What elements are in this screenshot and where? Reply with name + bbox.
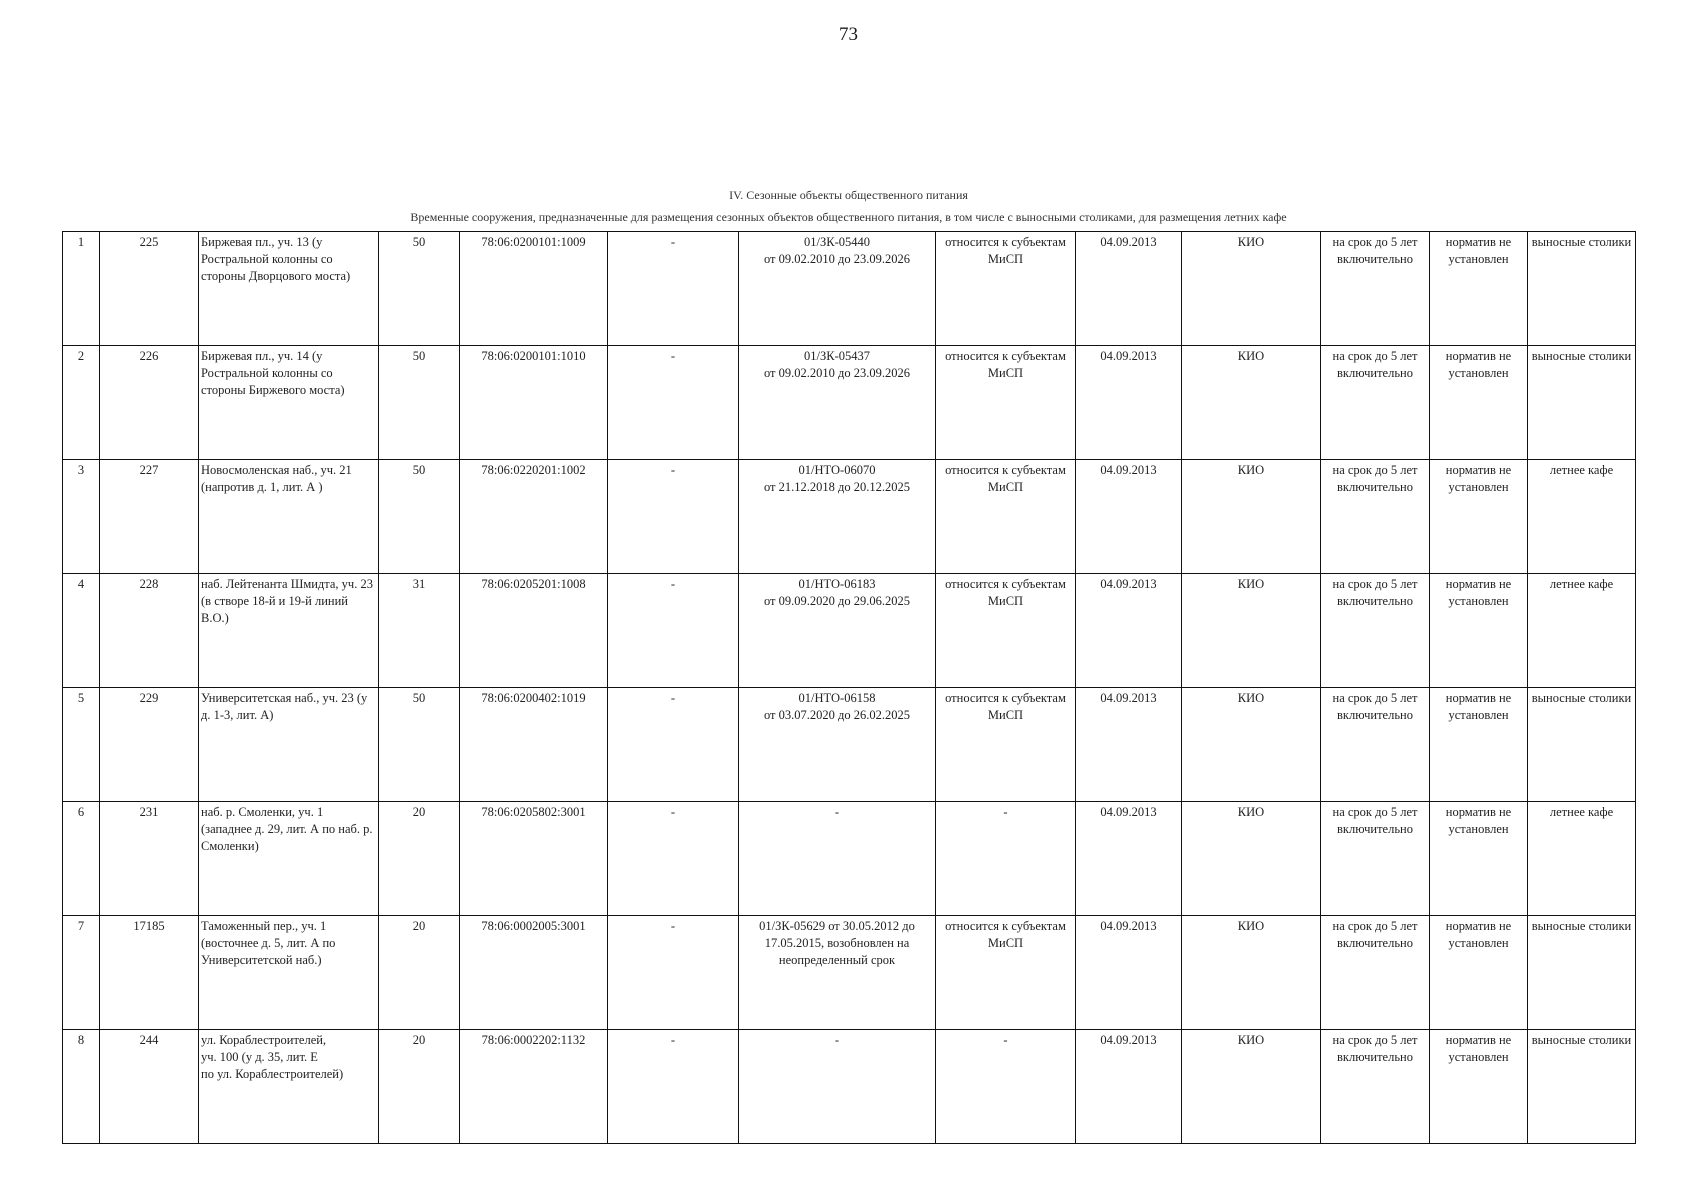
table-row — [63, 232, 1636, 346]
norm-cell: норматив не установлен — [1430, 574, 1528, 688]
term-cell: на срок до 5 лет включительно — [1321, 802, 1430, 916]
cadastral-number-cell: 78:06:0002202:1132 — [460, 1030, 608, 1144]
seasonal-objects-table — [62, 231, 1636, 1144]
table-row — [63, 574, 1636, 688]
table-row — [63, 916, 1636, 1030]
authority-cell: КИО — [1182, 688, 1321, 802]
inclusion-date-cell: 04.09.2013 — [1076, 460, 1182, 574]
page-number: 73 — [839, 24, 858, 45]
smb-status-cell: - — [936, 1030, 1076, 1144]
empty-value-cell: - — [608, 460, 739, 574]
inclusion-date-cell: 04.09.2013 — [1076, 1030, 1182, 1144]
norm-cell: норматив не установлен — [1430, 916, 1528, 1030]
address-cell: Таможенный пер., уч. 1 (восточнее д. 5, лит. А по Университетской наб.) — [199, 916, 379, 1030]
inclusion-date-cell: 04.09.2013 — [1076, 688, 1182, 802]
area-cell: 20 — [379, 916, 460, 1030]
object-id-cell: 228 — [100, 574, 199, 688]
object-type-cell: летнее кафе — [1528, 460, 1636, 574]
object-id-cell: 226 — [100, 346, 199, 460]
empty-value-cell: - — [608, 574, 739, 688]
table-row — [63, 346, 1636, 460]
cadastral-number-cell: 78:06:0205201:1008 — [460, 574, 608, 688]
object-type-cell: выносные столики — [1528, 232, 1636, 346]
smb-status-cell: относится к субъектам МиСП — [936, 574, 1076, 688]
row-number-cell: 4 — [63, 574, 100, 688]
object-id-cell: 231 — [100, 802, 199, 916]
term-cell: на срок до 5 лет включительно — [1321, 232, 1430, 346]
object-id-cell: 244 — [100, 1030, 199, 1144]
area-cell: 50 — [379, 460, 460, 574]
norm-cell: норматив не установлен — [1430, 1030, 1528, 1144]
contract-cell: 01/ЗК-05629 от 30.05.2012 до 17.05.2015, возобновлен на неопределенный срок — [739, 916, 936, 1030]
cadastral-number-cell: 78:06:0200101:1010 — [460, 346, 608, 460]
contract-cell: - — [739, 1030, 936, 1144]
section-subtitle: Временные сооружения, предназначенные для размещения сезонных объектов общественного питания, в том числе с выносными столиками, для размещения летних кафе — [410, 210, 1287, 224]
object-type-cell: выносные столики — [1528, 688, 1636, 802]
contract-cell: 01/ЗК-05440 от 09.02.2010 до 23.09.2026 — [739, 232, 936, 346]
row-number-cell: 3 — [63, 460, 100, 574]
area-cell: 50 — [379, 346, 460, 460]
object-id-cell: 229 — [100, 688, 199, 802]
area-cell: 50 — [379, 232, 460, 346]
empty-value-cell: - — [608, 232, 739, 346]
table-body — [63, 232, 1636, 1144]
object-id-cell: 227 — [100, 460, 199, 574]
authority-cell: КИО — [1182, 916, 1321, 1030]
term-cell: на срок до 5 лет включительно — [1321, 346, 1430, 460]
smb-status-cell: - — [936, 802, 1076, 916]
empty-value-cell: - — [608, 916, 739, 1030]
term-cell: на срок до 5 лет включительно — [1321, 574, 1430, 688]
row-number-cell: 6 — [63, 802, 100, 916]
contract-cell: 01/ЗК-05437 от 09.02.2010 до 23.09.2026 — [739, 346, 936, 460]
smb-status-cell: относится к субъектам МиСП — [936, 460, 1076, 574]
smb-status-cell: относится к субъектам МиСП — [936, 346, 1076, 460]
smb-status-cell: относится к субъектам МиСП — [936, 232, 1076, 346]
norm-cell: норматив не установлен — [1430, 460, 1528, 574]
row-number-cell: 5 — [63, 688, 100, 802]
object-type-cell: летнее кафе — [1528, 802, 1636, 916]
inclusion-date-cell: 04.09.2013 — [1076, 574, 1182, 688]
empty-value-cell: - — [608, 802, 739, 916]
row-number-cell: 8 — [63, 1030, 100, 1144]
row-number-cell: 2 — [63, 346, 100, 460]
authority-cell: КИО — [1182, 346, 1321, 460]
inclusion-date-cell: 04.09.2013 — [1076, 802, 1182, 916]
contract-cell: 01/НТО-06183 от 09.09.2020 до 29.06.2025 — [739, 574, 936, 688]
inclusion-date-cell: 04.09.2013 — [1076, 232, 1182, 346]
authority-cell: КИО — [1182, 574, 1321, 688]
contract-cell: - — [739, 802, 936, 916]
area-cell: 20 — [379, 1030, 460, 1144]
authority-cell: КИО — [1182, 802, 1321, 916]
address-cell: Биржевая пл., уч. 14 (у Ростральной колонны со стороны Биржевого моста) — [199, 346, 379, 460]
empty-value-cell: - — [608, 688, 739, 802]
cadastral-number-cell: 78:06:0220201:1002 — [460, 460, 608, 574]
area-cell: 50 — [379, 688, 460, 802]
contract-cell: 01/НТО-06158 от 03.07.2020 до 26.02.2025 — [739, 688, 936, 802]
cadastral-number-cell: 78:06:0200402:1019 — [460, 688, 608, 802]
address-cell: Университетская наб., уч. 23 (у д. 1-3, лит. А) — [199, 688, 379, 802]
area-cell: 20 — [379, 802, 460, 916]
object-type-cell: выносные столики — [1528, 916, 1636, 1030]
row-number-cell: 1 — [63, 232, 100, 346]
address-cell: Биржевая пл., уч. 13 (у Ростральной колонны со стороны Дворцового моста) — [199, 232, 379, 346]
address-cell: наб. Лейтенанта Шмидта, уч. 23 (в створе 18-й и 19-й линий В.О.) — [199, 574, 379, 688]
term-cell: на срок до 5 лет включительно — [1321, 1030, 1430, 1144]
object-id-cell: 225 — [100, 232, 199, 346]
cadastral-number-cell: 78:06:0205802:3001 — [460, 802, 608, 916]
term-cell: на срок до 5 лет включительно — [1321, 688, 1430, 802]
table-row — [63, 802, 1636, 916]
norm-cell: норматив не установлен — [1430, 688, 1528, 802]
address-cell: наб. р. Смоленки, уч. 1 (западнее д. 29, лит. А по наб. р. Смоленки) — [199, 802, 379, 916]
cadastral-number-cell: 78:06:0200101:1009 — [460, 232, 608, 346]
norm-cell: норматив не установлен — [1430, 802, 1528, 916]
smb-status-cell: относится к субъектам МиСП — [936, 688, 1076, 802]
norm-cell: норматив не установлен — [1430, 346, 1528, 460]
cadastral-number-cell: 78:06:0002005:3001 — [460, 916, 608, 1030]
authority-cell: КИО — [1182, 460, 1321, 574]
object-type-cell: выносные столики — [1528, 346, 1636, 460]
address-cell: Новосмоленская наб., уч. 21 (напротив д. 1, лит. А ) — [199, 460, 379, 574]
object-type-cell: выносные столики — [1528, 1030, 1636, 1144]
term-cell: на срок до 5 лет включительно — [1321, 460, 1430, 574]
smb-status-cell: относится к субъектам МиСП — [936, 916, 1076, 1030]
empty-value-cell: - — [608, 1030, 739, 1144]
authority-cell: КИО — [1182, 1030, 1321, 1144]
term-cell: на срок до 5 лет включительно — [1321, 916, 1430, 1030]
table-row — [63, 460, 1636, 574]
area-cell: 31 — [379, 574, 460, 688]
norm-cell: норматив не установлен — [1430, 232, 1528, 346]
table-row — [63, 688, 1636, 802]
address-cell: ул. Кораблестроителей, уч. 100 (у д. 35, лит. Е по ул. Кораблестроителей) — [199, 1030, 379, 1144]
table-row — [63, 1030, 1636, 1144]
inclusion-date-cell: 04.09.2013 — [1076, 916, 1182, 1030]
section-title: IV. Сезонные объекты общественного питания — [729, 188, 968, 202]
object-id-cell: 17185 — [100, 916, 199, 1030]
authority-cell: КИО — [1182, 232, 1321, 346]
inclusion-date-cell: 04.09.2013 — [1076, 346, 1182, 460]
object-type-cell: летнее кафе — [1528, 574, 1636, 688]
row-number-cell: 7 — [63, 916, 100, 1030]
contract-cell: 01/НТО-06070 от 21.12.2018 до 20.12.2025 — [739, 460, 936, 574]
empty-value-cell: - — [608, 346, 739, 460]
